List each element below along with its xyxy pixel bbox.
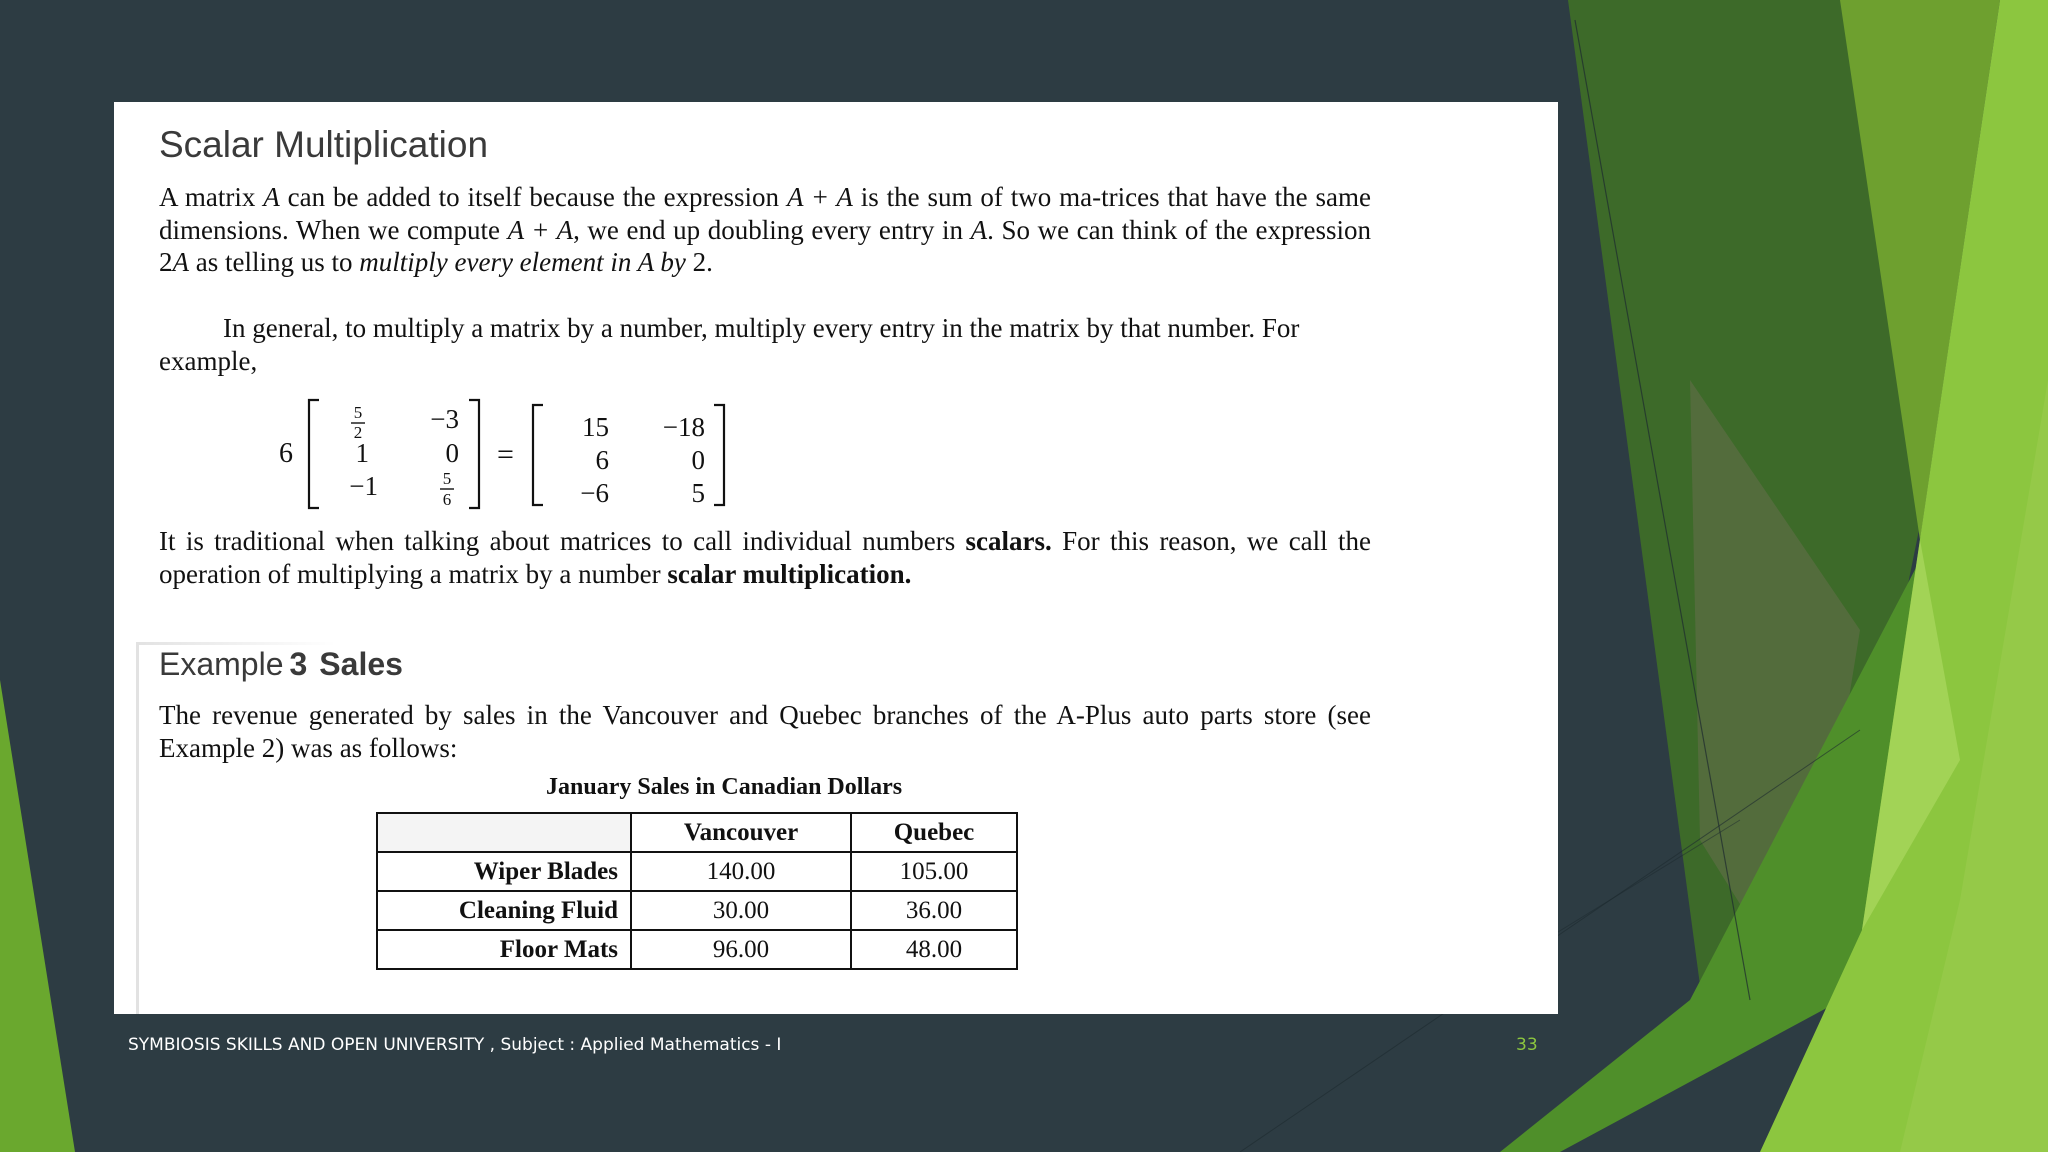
table-header-row [377,813,1017,852]
table-row [377,891,1017,930]
right-matrix-bracket-close [714,405,724,505]
scalar-value: 6 [279,438,293,469]
svg-text:5: 5 [442,469,452,488]
svg-text:5: 5 [353,403,363,422]
left-matrix-cell: −1 [349,471,378,501]
right-matrix-cell: 0 [691,445,705,475]
content-image [114,102,1558,1014]
svg-text:6: 6 [442,490,452,509]
left-matrix-cell: 0 [445,438,459,468]
right-matrix-bracket-open [533,405,543,505]
intro-paragraph: A matrix A can be added to itself because the expression A + A is the sum of two ma-trices that have the same dimensions. When we compute A + A, we end up doubling every entry in A. So we can think of the expression 2A as telling us to multiply every element in A by 2. [159,182,1372,278]
table-title: January Sales in Canadian Dollars [546,774,903,800]
table-row [377,930,1017,969]
table-cell: 140.00 [631,852,851,891]
left-matrix-frac-5-2 [351,403,365,442]
table-cell: 48.00 [851,930,1017,969]
table-cell: 105.00 [851,852,1017,891]
left-matrix-bracket-close [469,400,479,508]
table-row [377,852,1017,891]
right-matrix-cell: −6 [580,478,609,508]
equals-sign: = [497,438,514,471]
example-heading: Example 3 Sales [159,646,403,682]
row-label: Cleaning Fluid [377,891,631,930]
svg-text:2: 2 [353,423,363,442]
general-rule-paragraph: In general, to multiply a matrix by a number, multiply every entry in the matrix by that number. For example, [159,313,1300,376]
example-border [136,642,139,1014]
row-label: Wiper Blades [377,852,631,891]
left-matrix-frac-5-6 [440,469,454,509]
row-label: Floor Mats [377,930,631,969]
table-cell: 96.00 [631,930,851,969]
example-border-top [136,642,336,645]
right-matrix-cell: 5 [691,478,705,508]
scalar-multiplication-equation [279,392,879,517]
left-matrix-bracket-open [309,400,319,508]
page-number: 33 [1516,1035,1538,1055]
table-cell: 36.00 [851,891,1017,930]
table-corner-cell [377,813,631,852]
right-matrix-cell: −18 [662,412,705,442]
table-cell: 30.00 [631,891,851,930]
right-matrix-cell: 15 [582,412,609,442]
left-matrix-cell: −3 [430,404,459,434]
example-text: The revenue generated by sales in the Vancouver and Quebec branches of the A-Plus auto parts store (see Example 2) was as follows: [159,700,1371,763]
section-title: Scalar Multiplication [159,124,489,165]
footer-text: SYMBIOSIS SKILLS AND OPEN UNIVERSITY , Subject : Applied Mathematics - I [128,1035,782,1055]
right-matrix-cell: 6 [595,445,609,475]
left-matrix-cell: 1 [355,438,369,468]
scalars-paragraph: It is traditional when talking about matrices to call individual numbers scalars. For this reason, we call the operation of multiplying a matrix by a number scalar multiplication. [159,526,1371,589]
sales-table [376,812,1018,970]
column-header: Quebec [851,813,1017,852]
column-header: Vancouver [631,813,851,852]
